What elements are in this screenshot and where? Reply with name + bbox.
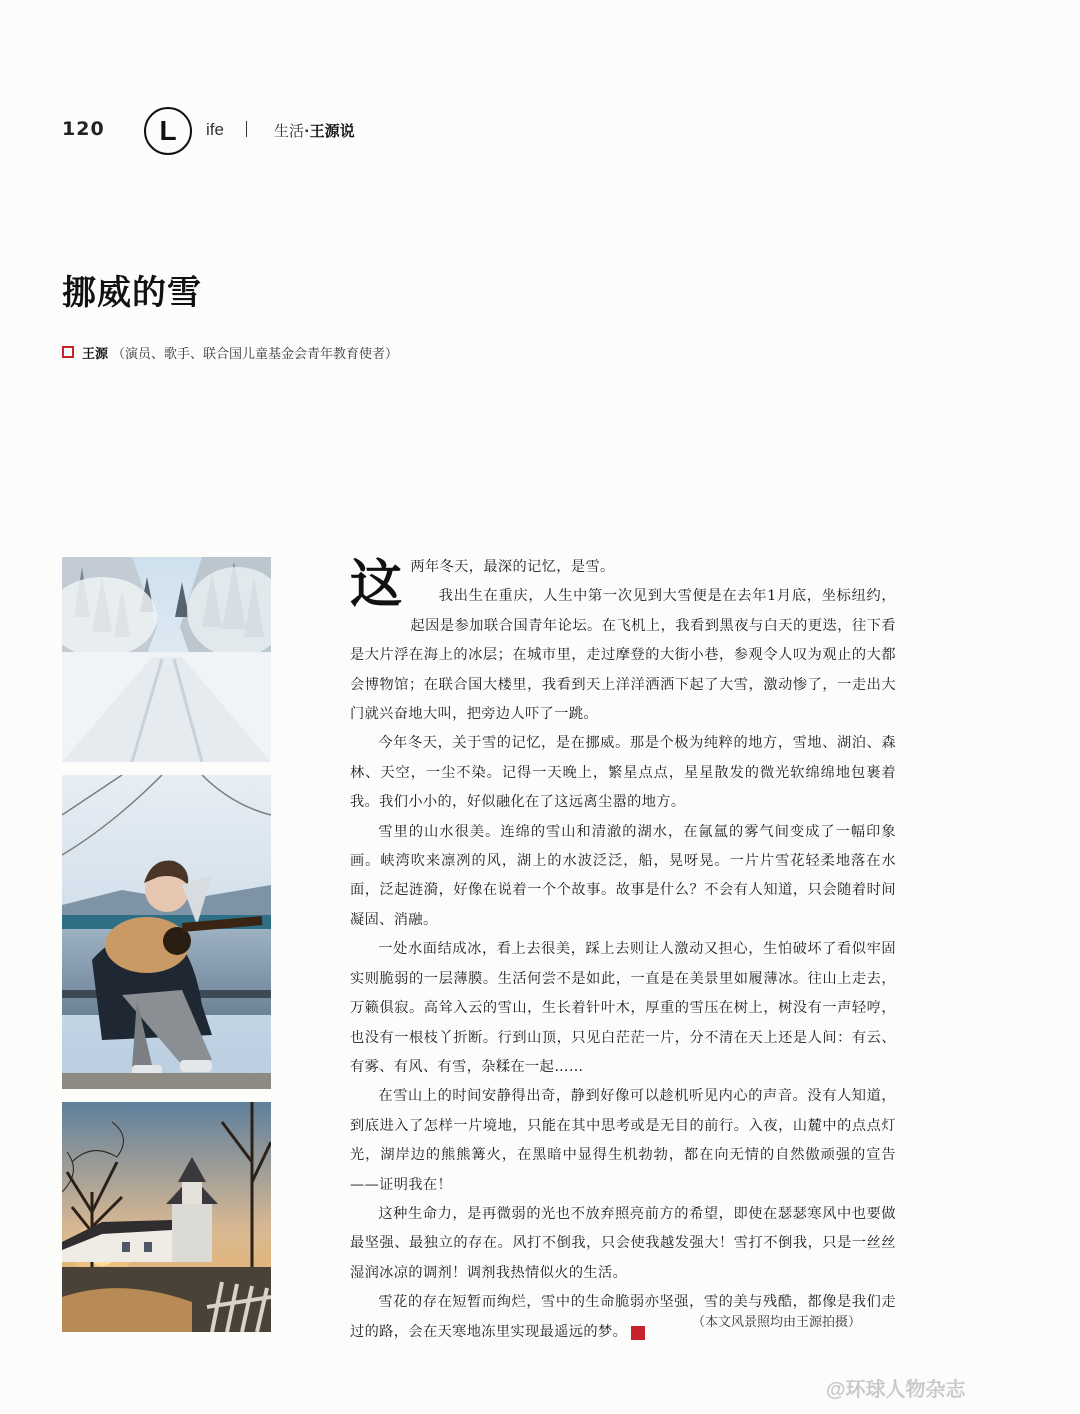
logo-rest-text: ife (206, 120, 224, 139)
sunset-church-image (62, 1102, 271, 1332)
paragraph-1: 两年冬天，最深的记忆，是雪。 (410, 559, 615, 575)
logo-letter: L (159, 115, 177, 146)
author-role: （演员、歌手、联合国儿童基金会青年教育使者） (112, 346, 399, 361)
life-logo-circle (144, 107, 192, 155)
author-marker-icon (62, 346, 74, 358)
photo-guitar-portrait (62, 775, 271, 1089)
article-title: 挪威的雪 (62, 273, 202, 313)
snow-forest-image (62, 557, 271, 762)
photo-sunset-church (62, 1102, 271, 1332)
paragraph-3: 今年冬天，关于雪的记忆，是在挪威。那是个极为纯粹的地方，雪地、湖泊、森林、天空，一尘不染。记得一天晚上，繁星点点，星星散发的微光软绵绵地包裹着我。我们小小的，好似融化在了这远离尘嚣的地方。 (350, 735, 896, 811)
header-divider (246, 121, 247, 137)
article-body (350, 553, 896, 1347)
section-name: 王源说 (309, 123, 355, 140)
section-label (274, 120, 355, 141)
paragraph-5: 一处水面结成冰，看上去很美，踩上去则让人激动又担心，生怕破坏了看似牢固实则脆弱的一层薄膜。生活何尝不是如此，一直是在美景里如履薄冰。往山上走去，万籁俱寂。高耸入云的雪山，生长着针叶木，厚重的雪压在树上，树没有一声轻哼，也没有一根枝丫折断。行到山顶，只见白茫茫一片，分不清在天上还是人间：有云、有雾、有风、有雪，杂糅在一起…… (350, 941, 896, 1075)
weibo-watermark: @环球人物杂志 (826, 1379, 966, 1401)
page-number: 120 (62, 118, 105, 140)
dropcap: 这 (350, 554, 403, 615)
guitar-portrait-image (62, 775, 271, 1089)
photo-credit: （本文风景照均由王源拍摄） (692, 1314, 862, 1329)
paragraph-8-text: 雪花的存在短暂而绚烂，雪中的生命脆弱亦坚强，雪的美与残酷，都像是我们走过的路，会在天寒地冻里实现最遥远的梦。 (350, 1294, 896, 1340)
section-dot: ▪ (305, 126, 309, 137)
photo-snow-forest (62, 557, 271, 762)
paragraph-4: 雪里的山水很美。连绵的雪山和清澈的湖水，在氤氲的雾气间变成了一幅印象画。峡湾吹来凛冽的风，湖上的水波泛泛，船，晃呀晃。一片片雪花轻柔地落在水面，泛起涟漪，好像在说着一个个故事。故事是什么？不会有人知道，只会随着时间凝固、消融。 (350, 823, 896, 928)
end-mark-icon: G (631, 1326, 645, 1340)
paragraph-2: 我出生在重庆，人生中第一次见到大雪便是在去年1月底，坐标纽约，起因是参加联合国青年论坛。在飞机上，我看到黑夜与白天的更迭，往下看是大片浮在海上的冰层；在城市里，走过摩登的大街小巷，参观令人叹为观止的大都会博物馆；在联合国大楼里，我看到天上洋洋洒洒下起了大雪，激动惨了，一走出大门就兴奋地大叫，把旁边人吓了一跳。 (350, 588, 896, 723)
paragraph-6: 在雪山上的时间安静得出奇，静到好像可以趁机听见内心的声音。没有人知道，到底进入了怎样一片境地，只能在其中思考或是无目的前行。入夜，山麓中的点点灯光，湖岸边的熊熊篝火，在黑暗中显得生机勃勃，都在向无情的自然傲顽强的宣告——证明我在！ (350, 1088, 896, 1193)
paragraph-7: 这种生命力，是再微弱的光也不放弃照亮前方的希望，即使在瑟瑟寒风中也要做最坚强、最独立的存在。风打不倒我，只会使我越发强大！雪打不倒我，只是一丝丝湿润冰凉的调剂！调剂我热情似火的生活。 (350, 1205, 896, 1281)
section-prefix: 生活 (274, 123, 305, 140)
author-name: 王源 (82, 346, 109, 361)
author-line (82, 343, 398, 362)
